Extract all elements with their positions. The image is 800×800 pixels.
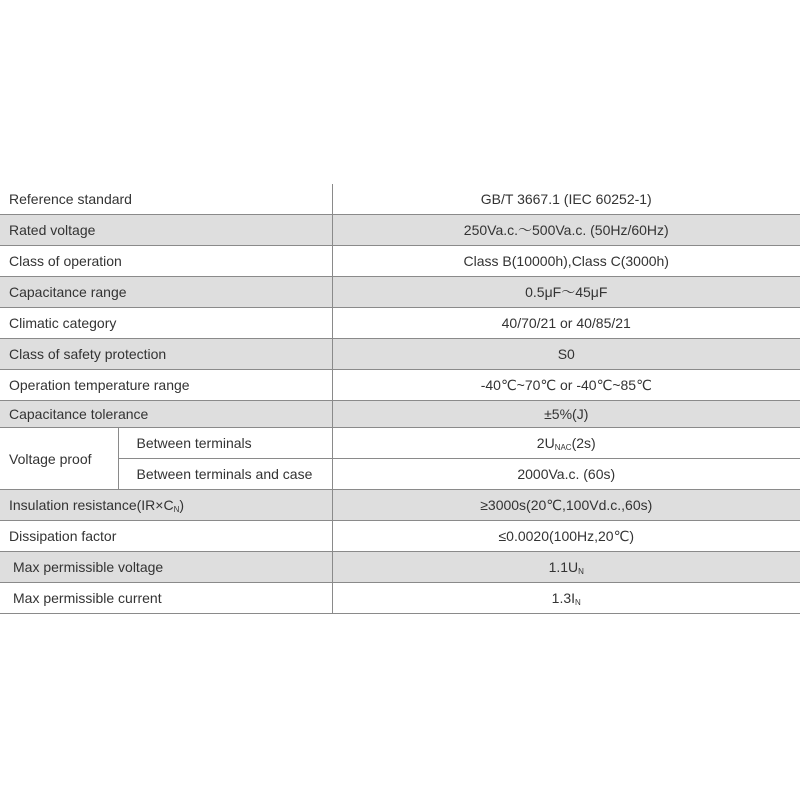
- row-label: Operation temperature range: [0, 370, 332, 401]
- value-subscript: N: [578, 567, 584, 576]
- row-value: S0: [332, 339, 800, 370]
- row-value: ±5%(J): [332, 401, 800, 428]
- spec-row-class-of-operation: [0, 246, 800, 277]
- row-value: 250Va.c.～500Va.c. (50Hz/60Hz): [332, 215, 800, 246]
- row-value: Class B(10000h),Class C(3000h): [332, 246, 800, 277]
- spec-row-insulation-resistance: [0, 490, 800, 521]
- row-value: [332, 552, 800, 583]
- spec-row-voltage-proof-terminals: [0, 428, 800, 459]
- label-tail: ): [179, 497, 185, 513]
- spec-row-reference-standard: [0, 184, 800, 215]
- value-main: 1.1U: [548, 559, 579, 575]
- value-main: 1.3I: [551, 590, 576, 606]
- row-label: Dissipation factor: [0, 521, 332, 552]
- row-label: Class of operation: [0, 246, 332, 277]
- row-label: Rated voltage: [0, 215, 332, 246]
- spec-row-capacitance-range: [0, 277, 800, 308]
- spec-row-operation-temperature: [0, 370, 800, 401]
- label-subscript: N: [173, 505, 180, 514]
- row-value: 0.5μF～45μF: [332, 277, 800, 308]
- spec-row-rated-voltage: [0, 215, 800, 246]
- row-label: Climatic category: [0, 308, 332, 339]
- voltage-proof-sub-value: 2000Va.c. (60s): [332, 459, 800, 490]
- spec-row-max-voltage: [0, 552, 800, 583]
- row-value: -40℃~70℃ or -40℃~85℃: [332, 370, 800, 401]
- row-value: 40/70/21 or 40/85/21: [332, 308, 800, 339]
- row-label: Reference standard: [0, 184, 332, 215]
- value-tail: (2s): [571, 435, 596, 451]
- voltage-proof-sub-value: [332, 428, 800, 459]
- row-value: GB/T 3667.1 (IEC 60252-1): [332, 184, 800, 215]
- value-main: 2U: [536, 435, 555, 451]
- row-label: Capacitance tolerance: [0, 401, 332, 428]
- row-label: [0, 490, 332, 521]
- spec-row-dissipation-factor: [0, 521, 800, 552]
- row-value: [332, 583, 800, 614]
- row-label: Max permissible voltage: [0, 552, 332, 583]
- voltage-proof-sub-label: Between terminals and case: [118, 459, 332, 490]
- voltage-proof-sub-label: Between terminals: [118, 428, 332, 459]
- specification-table: [0, 184, 800, 614]
- value-subscript: N: [575, 598, 581, 607]
- label-main: Insulation resistance(IR×C: [9, 497, 174, 513]
- row-label: Class of safety protection: [0, 339, 332, 370]
- spec-row-capacitance-tolerance: [0, 401, 800, 428]
- row-label: Max permissible current: [0, 583, 332, 614]
- row-value: ≥3000s(20℃,100Vd.c.,60s): [332, 490, 800, 521]
- spec-row-safety-protection: [0, 339, 800, 370]
- row-label: Capacitance range: [0, 277, 332, 308]
- voltage-proof-label: Voltage proof: [0, 428, 118, 490]
- spec-row-climatic-category: [0, 308, 800, 339]
- spec-row-max-current: [0, 583, 800, 614]
- row-value: ≤0.0020(100Hz,20℃): [332, 521, 800, 552]
- value-subscript: NAC: [554, 443, 572, 452]
- spec-row-voltage-proof-case: [0, 459, 800, 490]
